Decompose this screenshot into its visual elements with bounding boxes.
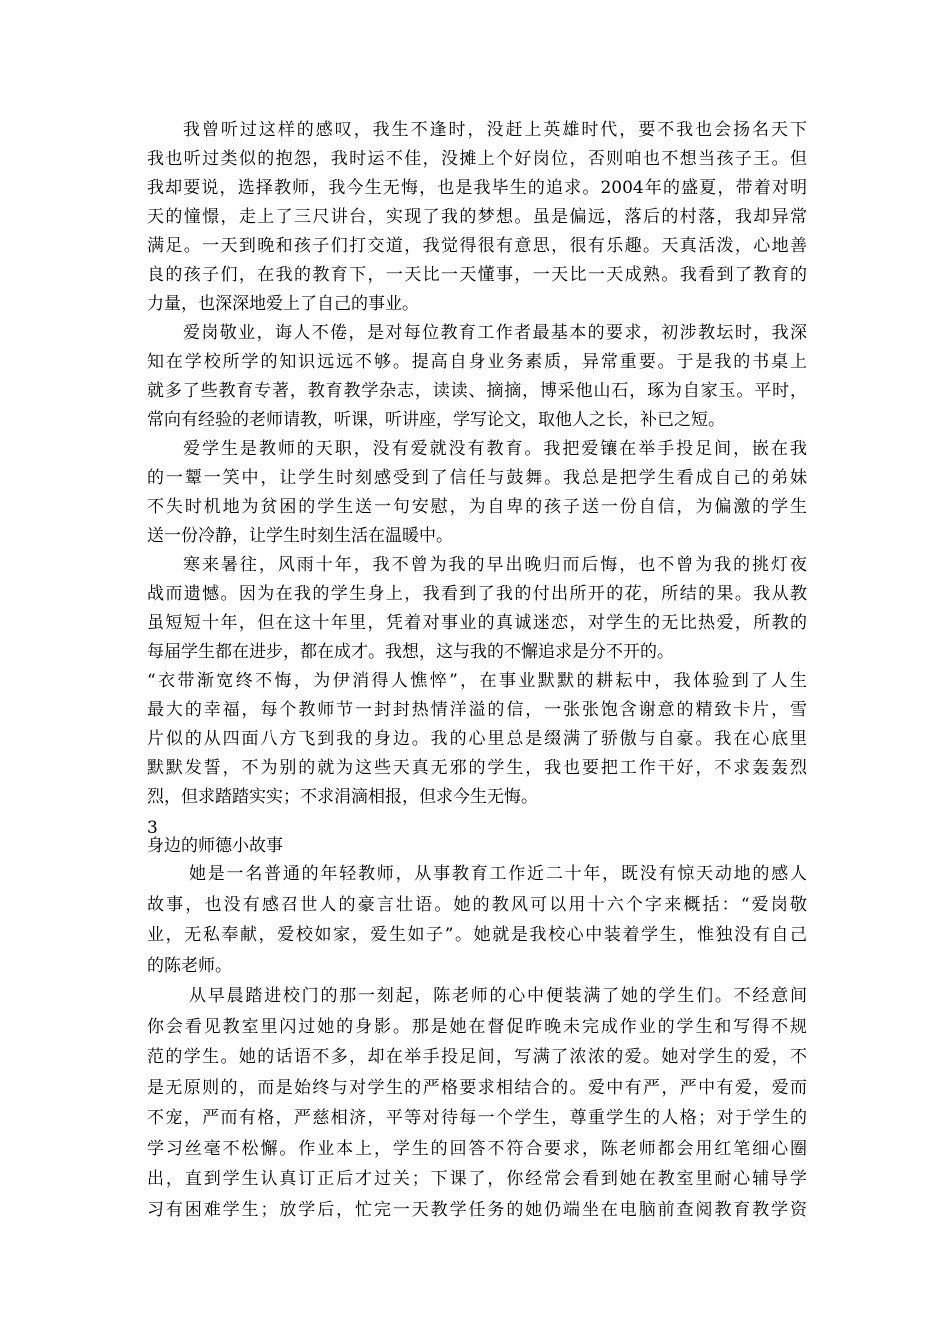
text-line: 片似的从四面八方飞到我的身边。我的心里总是缀满了骄傲与自豪。我在心底里 [147,729,807,749]
text-line: 力量，也深深地爱上了自己的事业。 [147,294,419,314]
text-line: 的陈老师。 [147,955,232,976]
text-line: 就多了些教育专著，教育教学杂志，读读、摘摘，博采他山石，琢为自家玉。平时， [147,381,807,401]
text-line: 爱学生是教师的天职，没有爱就没有教育。我把爱镶在举手投足间，嵌在我 [183,439,807,459]
section-title: 身边的师德小故事 [147,836,283,856]
text-line: 是无原则的，而是始终与对学生的严格要求相结合的。爱中有严，严中有爱，爱而 [147,1077,807,1098]
section-number: 3 [147,818,158,838]
text-line: 不宠，严而有格，严慈相济，平等对待每一个学生，尊重学生的人格；对于学生的 [147,1108,807,1128]
essay-section-1 [147,116,807,812]
text-line: 范的学生。她的话语不多，却在举手投足间，写满了浓浓的爱。她对学生的爱，不 [147,1047,807,1067]
text-line: 天的憧憬，走上了三尺讲台，实现了我的梦想。虽是偏远，落后的村落，我却异常 [147,207,807,227]
text-line: 良的孩子们，在我的教育下，一天比一天懂事，一天比一天成熟。我看到了教育的 [147,265,807,285]
text-line: 学习丝毫不松懈。作业本上，学生的回答不符合要求，陈老师都会用红笔细心圈 [147,1138,807,1159]
text-line: 满足。一天到晚和孩子们打交道，我觉得很有意思，很有乐趣。天真活泼，心地善 [147,236,807,256]
text-line: 默默发誓，不为别的就为这些天真无邪的学生，我也要把工作干好，不求轰轰烈 [147,758,807,778]
text-line: 从早晨踏进校门的那一刻起，陈老师的心中便装满了她的学生们。不经意间 [189,986,807,1006]
text-line: 爱岗敬业，诲人不倦，是对每位教育工作者最基本的要求，初涉教坛时，我深 [183,323,807,343]
text-line: 我却要说，选择教师，我今生无悔，也是我毕生的追求。2004年的盛夏，带着对明 [147,178,807,198]
text-line: 每届学生都在进步，都在成才。我想，这与我的不懈追求是分不开的。 [147,642,674,662]
text-line: 不失时机地为贫困的学生送一句安慰，为自卑的孩子送一份自信，为偏激的学生 [147,497,807,517]
text-line: 战而遗憾。因为在我的学生身上，我看到了我的付出所开的花，所结的果。我从教 [147,584,807,604]
text-line: 最大的幸福，每个教师节一封封热情洋溢的信，一张张饱含谢意的精致卡片，雪 [147,700,807,720]
text-line: 的一颦一笑中，让学生时刻感受到了信任与鼓舞。我总是把学生看成自己的弟妹 [147,468,807,488]
text-line: 寒来暑往，风雨十年，我不曾为我的早出晚归而后悔，也不曾为我的挑灯夜 [183,555,807,575]
text-line: 业，无私奉献，爱校如家，爱生如子”。她就是我校心中装着学生，惟独没有自己 [147,925,807,945]
text-line: 故事，也没有感召世人的豪言壮语。她的教风可以用十六个字来概括：“爱岗敬 [147,894,807,915]
text-line: 送一份冷静，让学生时刻生活在温暖中。 [147,526,453,546]
essay-section-2 [147,859,807,1225]
text-line: 习有困难学生；放学后，忙完一天教学任务的她仍端坐在电脑前查阅教育教学资 [147,1199,807,1220]
text-line: 她是一名普通的年轻教师，从事教育工作近二十年，既没有惊天动地的感人 [189,864,807,884]
text-line: 虽短短十年，但在这十年里，凭着对事业的真诚迷恋，对学生的无比热爱，所教的 [147,613,807,633]
text-line: 我曾听过这样的感叹，我生不逢时，没赶上英雄时代，要不我也会扬名天下 [183,120,807,140]
text-line: 我也听过类似的抱怨，我时运不佳，没摊上个好岗位，否则咱也不想当孩子王。但 [147,149,807,169]
text-line: 常向有经验的老师请教，听课，听讲座，学写论文，取他人之长，补已之短。 [147,410,725,430]
text-line: “衣带渐宽终不悔，为伊消得人憔悴”，在事业默默的耕耘中，我体验到了人生 [147,671,807,691]
text-line: 你会看见教室里闪过她的身影。那是她在督促昨晚未完成作业的学生和写得不规 [147,1016,807,1037]
text-line: 知在学校所学的知识远远不够。提高自身业务素质，异常重要。于是我的书桌上 [147,352,807,372]
text-line: 出，直到学生认真订正后才过关；下课了，你经常会看到她在教室里耐心辅导学 [147,1169,807,1189]
text-line: 烈，但求踏踏实实；不求涓滴相报，但求今生无悔。 [147,787,538,807]
